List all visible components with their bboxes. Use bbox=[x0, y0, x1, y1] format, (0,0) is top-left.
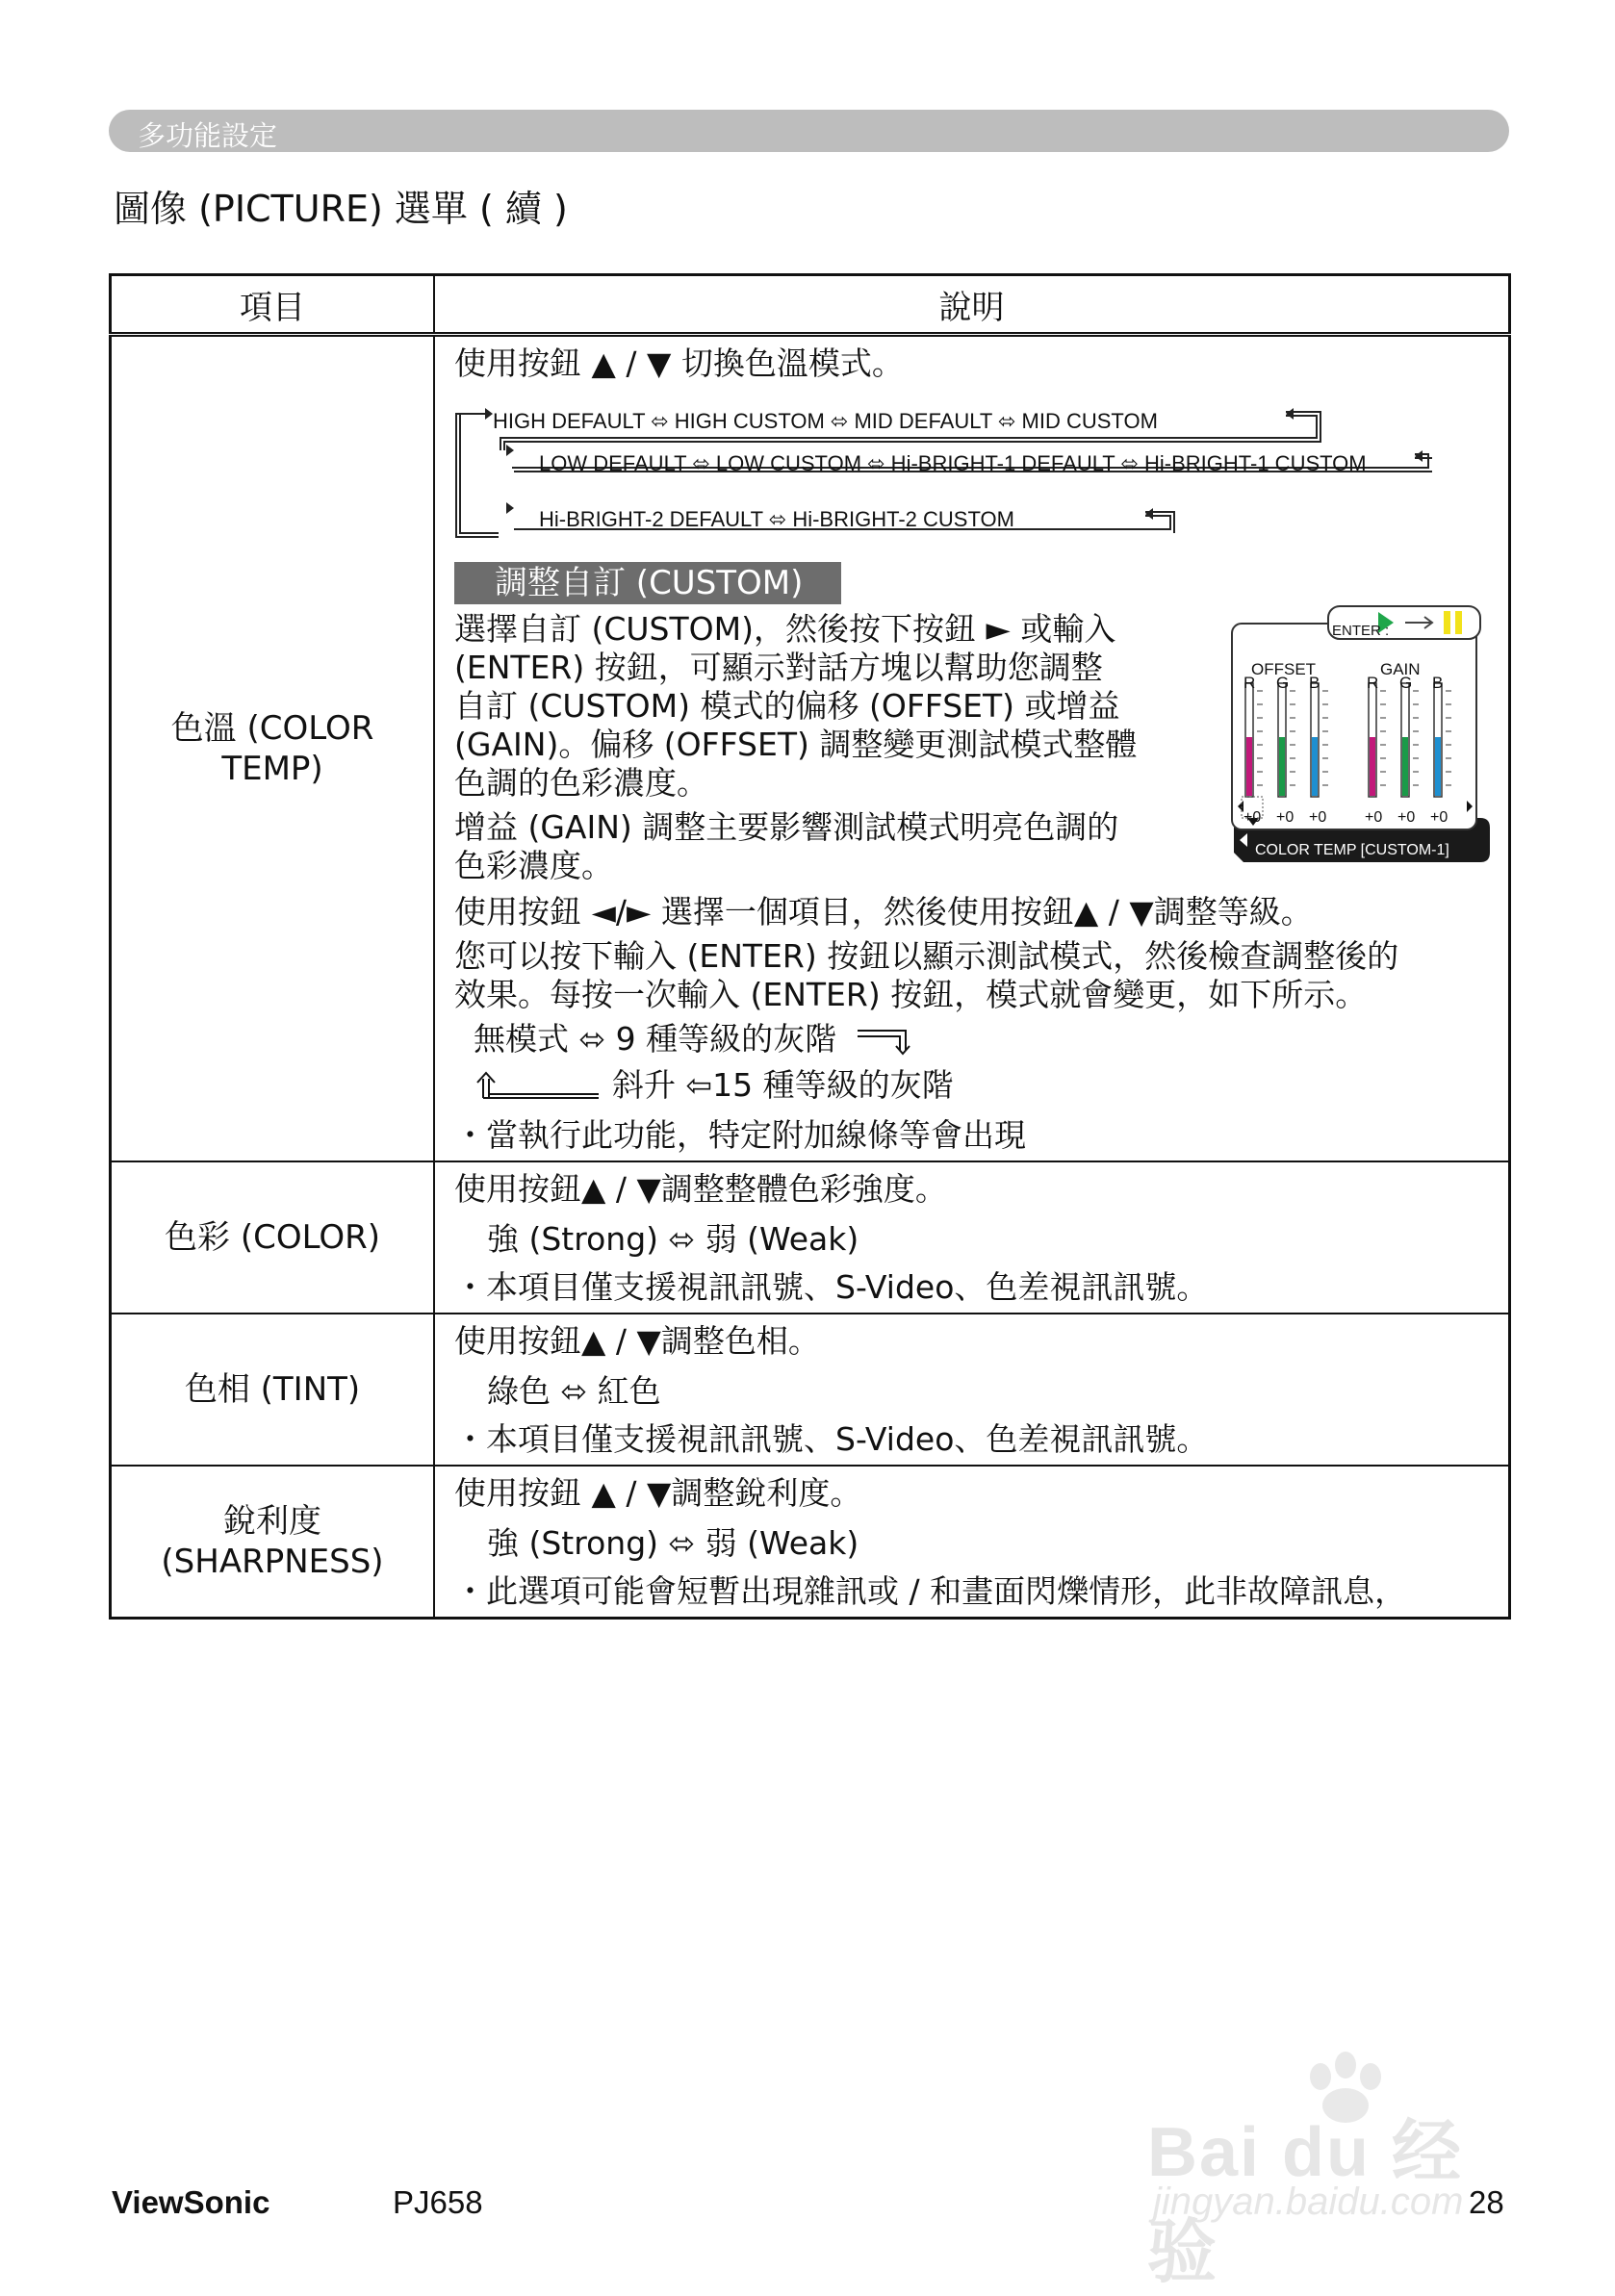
sharpness-line1: 使用按鈕 ▲ / ▼調整銳利度。 bbox=[454, 1474, 862, 1512]
item-color-temp-line2: TEMP) bbox=[221, 750, 323, 788]
section-bar bbox=[109, 110, 1509, 152]
osd-gain-r: R bbox=[1367, 674, 1379, 692]
item-sharpness-line2: (SHARPNESS) bbox=[161, 1543, 384, 1581]
color-line1: 使用按鈕▲ / ▼調整整體色彩強度。 bbox=[454, 1170, 947, 1208]
item-color-temp-line1: 色溫 (COLOR bbox=[170, 709, 374, 748]
watermark-url: jingyan.baidu.com bbox=[1153, 2181, 1464, 2223]
footer-brand: ViewSonic bbox=[112, 2184, 270, 2220]
header-description: 說明 bbox=[434, 275, 1510, 335]
color-temp-instruction: 使用按鈕 ▲ / ▼ 切換色溫模式。 bbox=[454, 344, 904, 382]
osd-gain-b: B bbox=[1432, 674, 1444, 692]
desc-tint bbox=[434, 1314, 1510, 1466]
menu-table bbox=[109, 273, 1511, 1620]
osd-value-3: +0 bbox=[1309, 809, 1327, 826]
color-line3: ・本項目僅支援視訊訊號、S-Video、色差視訊訊號。 bbox=[454, 1268, 1209, 1306]
custom-heading: 調整自訂 (CUSTOM) bbox=[454, 562, 841, 604]
table-row-sharpness bbox=[111, 1466, 1510, 1619]
mode-cycle-diagram bbox=[450, 396, 1491, 541]
test-pattern-line1 bbox=[454, 1020, 1491, 1059]
custom-p1-line1: 選擇自訂 (CUSTOM)，然後按下按鈕 ► 或輸入 bbox=[454, 610, 1116, 648]
loop-back-arrow-icon bbox=[474, 1069, 608, 1102]
item-sharpness-line1: 銳利度 bbox=[223, 1502, 321, 1541]
osd-gain-label: GAIN bbox=[1380, 660, 1421, 678]
table-row-color-temp bbox=[111, 335, 1510, 1162]
cycle-line-1: HIGH DEFAULT ⬄ HIGH CUSTOM ⬄ MID DEFAULT ⬄ MID CUSTOM bbox=[493, 409, 1158, 433]
desc-sharpness bbox=[434, 1466, 1510, 1619]
header-item: 項目 bbox=[111, 275, 435, 335]
osd-offset-label: OFFSET bbox=[1251, 660, 1317, 678]
item-color-temp bbox=[111, 335, 435, 1162]
custom-p2-line1: 增益 (GAIN) 調整主要影響測試模式明亮色調的 bbox=[454, 808, 1119, 846]
custom-p1-line4: (GAIN)。偏移 (OFFSET) 調整變更測試模式整體 bbox=[454, 726, 1138, 763]
custom-p2-line2: 色彩濃度。 bbox=[454, 847, 613, 884]
item-sharpness bbox=[111, 1466, 435, 1619]
tint-line2: 綠色 ⬄ 紅色 bbox=[487, 1372, 661, 1410]
color-line2: 強 (Strong) ⬄ 弱 (Weak) bbox=[487, 1220, 859, 1258]
page-number: 28 bbox=[1469, 2184, 1504, 2220]
custom-dialog-illustration bbox=[1224, 604, 1494, 864]
section-label: 多功能設定 bbox=[138, 119, 278, 152]
custom-p1-line2: (ENTER) 按鈕，可顯示對話方塊以幫助您調整 bbox=[454, 649, 1103, 686]
custom-p1-line5: 色調的色彩濃度。 bbox=[454, 764, 708, 802]
table-row-tint bbox=[111, 1314, 1510, 1466]
custom-p1-line3: 自訂 (CUSTOM) 模式的偏移 (OFFSET) 或增益 bbox=[454, 687, 1120, 725]
page-title: 圖像 (PICTURE) 選單 ( 續 ) bbox=[114, 188, 568, 230]
table-header-row bbox=[111, 275, 1510, 335]
color-temp-note: ・當執行此功能，特定附加線條等會出現 bbox=[454, 1116, 1026, 1154]
test-pattern-2: 斜升 ⇦15 種等級的灰階 bbox=[612, 1066, 954, 1104]
osd-value-6: +0 bbox=[1430, 809, 1448, 826]
desc-color-temp bbox=[434, 335, 1510, 1162]
osd-enter-label: ENTER : bbox=[1332, 623, 1390, 639]
cycle-line-3: Hi-BRIGHT-2 DEFAULT ⬄ Hi-BRIGHT-2 CUSTOM bbox=[539, 507, 1014, 531]
tint-line3: ・本項目僅支援視訊訊號、S-Video、色差視訊訊號。 bbox=[454, 1420, 1209, 1458]
tint-line1: 使用按鈕▲ / ▼調整色相。 bbox=[454, 1322, 820, 1360]
item-color: 色彩 (COLOR) bbox=[111, 1161, 435, 1314]
color-temp-enter-line2: 效果。每按一次輸入 (ENTER) 按鈕，模式就會變更，如下所示。 bbox=[454, 976, 1368, 1013]
color-temp-enter-line1: 您可以按下輸入 (ENTER) 按鈕以顯示測試模式，然後檢查調整後的 bbox=[454, 937, 1399, 975]
osd-value-2: +0 bbox=[1276, 809, 1295, 826]
osd-offset-g: G bbox=[1276, 674, 1290, 692]
osd-caption: COLOR TEMP [CUSTOM-1] bbox=[1255, 842, 1449, 858]
osd-gain-g: G bbox=[1399, 674, 1413, 692]
sharpness-line2: 強 (Strong) ⬄ 弱 (Weak) bbox=[487, 1524, 859, 1562]
osd-offset-b: B bbox=[1309, 674, 1320, 692]
custom-section bbox=[454, 610, 1491, 885]
osd-value-1: +0 bbox=[1243, 809, 1262, 826]
test-pattern-line2 bbox=[454, 1066, 1491, 1105]
item-tint: 色相 (TINT) bbox=[111, 1314, 435, 1466]
cycle-line-2: LOW DEFAULT ⬄ LOW CUSTOM ⬄ Hi-BRIGHT-1 DEFAULT ⬄ Hi-BRIGHT-1 CUSTOM bbox=[539, 451, 1367, 475]
test-pattern-1: 無模式 ⬄ 9 種等級的灰階 bbox=[474, 1020, 837, 1058]
custom-text bbox=[454, 610, 1205, 885]
table-row-color bbox=[111, 1161, 1510, 1314]
osd-value-5: +0 bbox=[1397, 809, 1416, 826]
osd-offset-r: R bbox=[1243, 674, 1256, 692]
sharpness-line3: ・此選項可能會短暫出現雜訊或 / 和畫面閃爍情形，此非故障訊息， bbox=[454, 1572, 1407, 1610]
watermark-brand: Bai du 经验 bbox=[1147, 2114, 1464, 2291]
return-arrow-icon bbox=[854, 1023, 921, 1056]
footer-model: PJ658 bbox=[393, 2184, 483, 2220]
desc-color bbox=[434, 1161, 1510, 1314]
osd-value-4: +0 bbox=[1365, 809, 1383, 826]
color-temp-select-line: 使用按鈕 ◄/► 選擇一個項目，然後使用按鈕▲ / ▼調整等級。 bbox=[454, 893, 1313, 931]
